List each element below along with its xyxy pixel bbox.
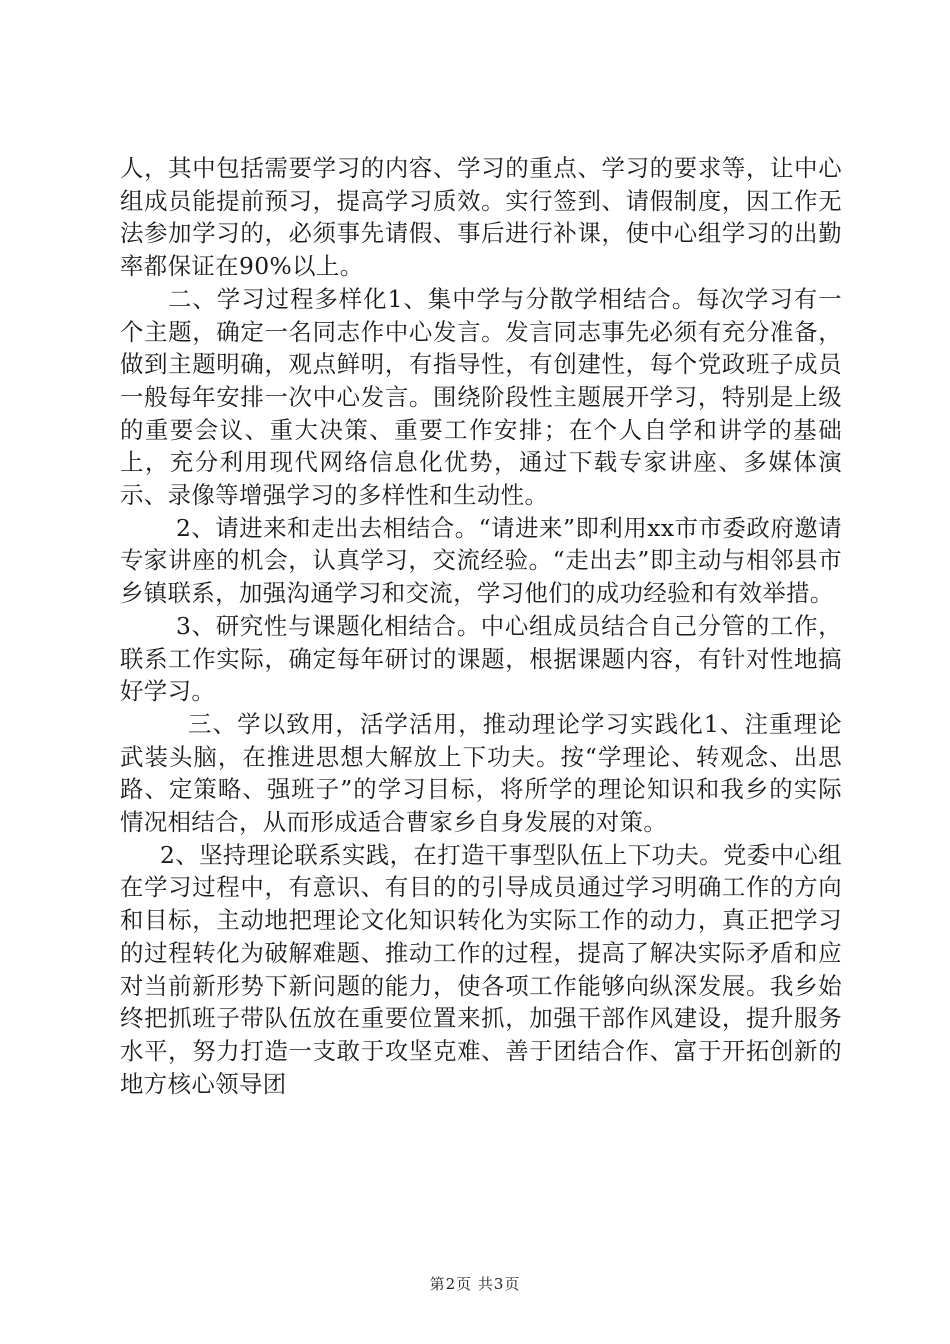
- paragraph-research-topics: 3、研究性与课题化相结合。中心组成员结合自己分管的工作，联系工作实际，确定每年研讨的课题，根据课题内容，有针对性地搞好学习。: [120, 611, 842, 706]
- paragraph-section-two: 二、学习过程多样化1、集中学与分散学相结合。每次学习有一个主题，确定一名同志作中心发言。发言同志事先必须有充分准备，做到主题明确，观点鲜明，有指导性，有创建性，每个党政班子成员一般每年安排一次中心发言。围绕阶段性主题展开学习，特别是上级的重要会议、重大决策、重要工作安排；在个人自学和讲学的基础上，充分利用现代网络信息化优势，通过下载专家讲座、多媒体演示、录像等增强学习的多样性和生动性。: [120, 284, 842, 510]
- paragraph-continuation: 人，其中包括需要学习的内容、学习的重点、学习的要求等，让中心组成员能提前预习，提高学习质效。实行签到、请假制度，因工作无法参加学习的，必须事先请假、事后进行补课，使中心组学习的出勤率都保证在90%以上。: [120, 154, 842, 281]
- paragraph-section-three: 三、学以致用，活学活用，推动理论学习实践化1、注重理论武装头脑，在推进思想大解放上下功夫。按“学理论、转观念、出思路、定策略、强班子”的学习目标，将所学的理论知识和我乡的实际情况相结合，从而形成适合曹家乡自身发展的对策。: [120, 709, 842, 837]
- paragraph-invite-and-go-out: 2、请进来和走出去相结合。“请进来”即利用xx市市委政府邀请专家讲座的机会，认真学习，交流经验。“走出去”即主动与相邻县市乡镇联系，加强沟通学习和交流，学习他们的成功经验和有效举措。: [120, 513, 842, 608]
- document-body: [120, 152, 842, 1100]
- page-footer: 第2页 共3页: [429, 1275, 521, 1293]
- paragraph-theory-practice: 2、坚持理论联系实践，在打造干事型队伍上下功夫。党委中心组在学习过程中，有意识、有目的的引导成员通过学习明确工作的方向和目标，主动地把理论文化知识转化为实际工作的动力，真正把学习的过程转化为破解难题、推动工作的过程，提高了解决实际矛盾和应对当前新形势下新问题的能力，使各项工作能够向纵深发展。我乡始终把抓班子带队伍放在重要位置来抓，加强干部作风建设，提升服务水平，努力打造一支敢于攻坚克难、善于团结合作、富于开拓创新的地方核心领导团: [120, 840, 842, 1098]
